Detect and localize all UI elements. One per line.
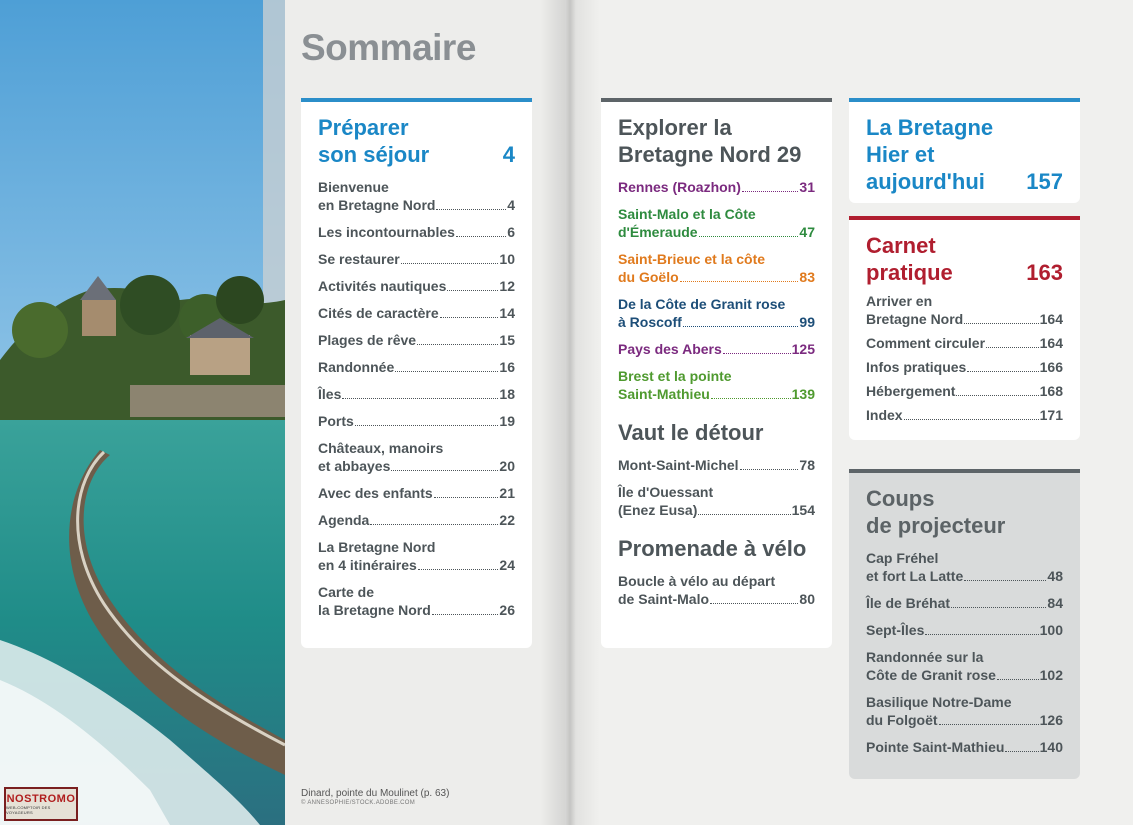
heading-line: Bretagne Nord [618, 142, 771, 167]
toc-entry-title: Avec des enfants [318, 485, 433, 501]
toc-page-number: 78 [799, 457, 815, 473]
toc-entry-row [318, 385, 515, 403]
dot-leader [1005, 751, 1038, 752]
toc-page-number: 31 [799, 179, 815, 195]
heading-line: La Bretagne [866, 115, 994, 140]
toc-page-number: 18 [499, 386, 515, 402]
toc-page-number: 84 [1047, 595, 1063, 611]
toc-page-number: 10 [499, 251, 515, 267]
toc-entry[interactable] [866, 693, 1063, 729]
toc-entry-title: Îles [318, 386, 342, 402]
toc-entry-title: la Bretagne Nord [318, 602, 431, 618]
toc-entry-row [318, 601, 515, 619]
toc-entry-title: Pays des Abers [618, 341, 722, 357]
toc-entry-row [866, 594, 1063, 612]
toc-entry[interactable] [318, 223, 515, 241]
cover-photo [0, 0, 285, 825]
dot-leader [925, 634, 1038, 635]
toc-entry-row [318, 196, 515, 214]
toc-entry-title: Cités de caractère [318, 305, 439, 321]
toc-entry-title: (Enez Eusa) [618, 502, 698, 518]
toc-entry-row [618, 590, 815, 608]
photo-caption: Dinard, pointe du Moulinet (p. 63) [301, 788, 450, 799]
toc-page-number: 171 [1039, 407, 1063, 423]
page-title: Sommaire [301, 27, 476, 68]
toc-entry-title: Index [866, 407, 903, 423]
dot-leader [418, 569, 499, 570]
toc-entry[interactable] [866, 382, 1063, 400]
toc-entry-title-line: Brest et la pointe [618, 368, 732, 384]
heading-line: Hier et [866, 142, 935, 167]
toc-entry-row [618, 313, 815, 331]
dot-leader [711, 398, 791, 399]
toc-entry[interactable] [318, 277, 515, 295]
section-explorer [601, 98, 832, 648]
dot-leader [370, 524, 498, 525]
dot-leader [951, 607, 1046, 608]
toc-page-number: 19 [499, 413, 515, 429]
toc-entry[interactable] [318, 511, 515, 529]
toc-entry-title: Se restaurer [318, 251, 400, 267]
toc-page-number: 22 [499, 512, 515, 528]
toc-entry[interactable] [618, 340, 815, 358]
toc-page-number: 164 [1039, 311, 1063, 327]
toc-entry[interactable] [866, 738, 1063, 756]
toc-entry-row [318, 304, 515, 322]
section-page-number: 29 [776, 142, 802, 167]
dot-leader [342, 398, 498, 399]
toc-entry-row [866, 567, 1063, 585]
toc-page-number: 168 [1039, 383, 1063, 399]
toc-page-number: 26 [499, 602, 515, 618]
heading-line: aujourd'hui [866, 169, 985, 194]
toc-entry-row [318, 223, 515, 241]
toc-entry-title: d'Émeraude [618, 224, 698, 240]
dot-leader [939, 724, 1039, 725]
section-page-number: 4 [502, 142, 515, 167]
toc-entry-row [866, 310, 1063, 328]
toc-entry-title-line: Cap Fréhel [866, 550, 939, 566]
dot-leader [440, 317, 499, 318]
dot-leader [434, 497, 499, 498]
logo-tagline: WEB-COMPTOIR DES VOYAGEURS [6, 805, 51, 815]
dot-leader [355, 425, 499, 426]
toc-entry-title: Les incontournables [318, 224, 455, 240]
section-preparer [301, 98, 532, 648]
toc-entry-title: Rennes (Roazhon) [618, 179, 741, 195]
dot-leader [683, 326, 799, 327]
toc-page-number: 100 [1039, 622, 1063, 638]
toc-entry[interactable] [866, 358, 1063, 376]
dot-leader [967, 371, 1038, 372]
toc-entry[interactable] [866, 594, 1063, 612]
toc-entry-title: du Folgoët [866, 712, 938, 728]
toc-entry[interactable] [618, 205, 815, 241]
toc-page-number: 139 [791, 386, 815, 402]
toc-entry-title: de Saint-Malo [618, 591, 710, 607]
dot-leader [680, 281, 799, 282]
toc-entry-title: à Roscoff [618, 314, 682, 330]
toc-entry-title-line: Arriver en [866, 293, 933, 309]
toc-entry[interactable] [618, 178, 815, 196]
section-carnet [849, 216, 1080, 440]
toc-entry-title: Saint-Mathieu [618, 386, 710, 402]
toc-entry-row [866, 621, 1063, 639]
toc-entry[interactable] [318, 484, 515, 502]
dot-leader [432, 614, 499, 615]
toc-entry[interactable] [618, 572, 815, 608]
subsection-heading: Promenade à vélo [618, 536, 807, 561]
toc-entry-title-line: Châteaux, manoirs [318, 440, 444, 456]
toc-page-number: 166 [1039, 359, 1063, 375]
heading-line: Carnet [866, 233, 936, 258]
toc-entry-row [866, 738, 1063, 756]
toc-entry-title: et fort La Latte [866, 568, 964, 584]
toc-page-number: 21 [499, 485, 515, 501]
toc-entry-title: Comment circuler [866, 335, 986, 351]
section-page-number: 157 [1026, 169, 1063, 194]
heading-line: son séjour [318, 142, 430, 167]
toc-entry[interactable] [866, 406, 1063, 424]
toc-entry[interactable] [318, 358, 515, 376]
toc-entry-title: Agenda [318, 512, 370, 528]
toc-entry-title: Ports [318, 413, 354, 429]
toc-entry-title: Île de Bréhat [866, 595, 951, 611]
toc-entry[interactable] [318, 412, 515, 430]
dot-leader [395, 371, 498, 372]
toc-entry-title-line: Boucle à vélo au départ [618, 573, 776, 589]
toc-entry-row [318, 556, 515, 574]
toc-entry-row [866, 666, 1063, 684]
dot-leader [698, 514, 790, 515]
toc-page-number: 47 [799, 224, 815, 240]
dot-leader [904, 419, 1039, 420]
toc-entry-title-line: Bienvenue [318, 179, 389, 195]
dot-leader [964, 323, 1038, 324]
toc-entry-title-line: De la Côte de Granit rose [618, 296, 786, 312]
toc-page-number: 99 [799, 314, 815, 330]
heading-line: de projecteur [866, 513, 1006, 538]
toc-entry[interactable] [318, 178, 515, 214]
dot-leader [447, 290, 498, 291]
toc-entry[interactable] [318, 250, 515, 268]
toc-entry-row [618, 223, 815, 241]
dot-leader [699, 236, 799, 237]
toc-page-number: 83 [799, 269, 815, 285]
dot-leader [964, 580, 1046, 581]
toc-entry-title-line: Saint-Brieuc et la côte [618, 251, 766, 267]
toc-page-number: 24 [499, 557, 515, 573]
toc-entry-row [618, 501, 815, 519]
toc-page-number: 14 [499, 305, 515, 321]
toc-entry-title-line: Randonnée sur la [866, 649, 984, 665]
toc-page-number: 12 [499, 278, 515, 294]
toc-entry-row [618, 340, 815, 358]
section-heading [318, 114, 515, 168]
toc-entry[interactable] [866, 648, 1063, 684]
logo-name: NOSTROMO [6, 793, 76, 805]
section-hier [849, 98, 1080, 203]
toc-entry-row [866, 711, 1063, 729]
toc-entry-row [866, 406, 1063, 424]
toc-entry-title: Bretagne Nord [866, 311, 964, 327]
dot-leader [710, 603, 798, 604]
toc-entry[interactable] [866, 292, 1063, 328]
subsection-heading: Vaut le détour [618, 420, 764, 445]
heading-line: Explorer la [618, 115, 732, 140]
toc-entry[interactable] [318, 583, 515, 619]
toc-entry-title-line: Carte de [318, 584, 375, 600]
toc-entry-title: Mont-Saint-Michel [618, 457, 739, 473]
toc-entry-title: Hébergement [866, 383, 956, 399]
dot-leader [417, 344, 498, 345]
toc-entry-title: Sept-Îles [866, 622, 925, 638]
toc-page-number: 15 [499, 332, 515, 348]
toc-entry-title: et abbayes [318, 458, 391, 474]
toc-page-number: 125 [791, 341, 815, 357]
photo-credit: © ANNESOPHIE/STOCK.ADOBE.COM [301, 800, 416, 806]
toc-entry-title: du Goëlo [618, 269, 679, 285]
publisher-logo [4, 787, 78, 821]
heading-line: pratique [866, 260, 953, 285]
toc-entry-title: Côte de Granit rose [866, 667, 996, 683]
toc-entry[interactable] [866, 549, 1063, 585]
toc-entry-row [318, 457, 515, 475]
toc-entry[interactable] [618, 295, 815, 331]
toc-entry-row [866, 358, 1063, 376]
dot-leader [740, 469, 799, 470]
toc-entry-row [618, 268, 815, 286]
heading-line: Préparer [318, 115, 409, 140]
dot-leader [436, 209, 506, 210]
section-heading [618, 114, 815, 168]
toc-page-number: 80 [799, 591, 815, 607]
toc-page-number: 164 [1039, 335, 1063, 351]
toc-entry-title-line: Île d'Ouessant [618, 484, 714, 500]
toc-entry-title: Infos pratiques [866, 359, 967, 375]
section-heading [866, 232, 1063, 286]
toc-entry-row [318, 511, 515, 529]
dot-leader [742, 191, 799, 192]
section-page-number: 163 [1026, 260, 1063, 285]
toc-entry[interactable] [618, 483, 815, 519]
toc-entry-title: Plages de rêve [318, 332, 417, 348]
toc-entry-row [318, 412, 515, 430]
dot-leader [456, 236, 506, 237]
toc-page-number: 6 [507, 224, 515, 240]
toc-entry[interactable] [618, 456, 815, 474]
toc-entry[interactable] [618, 250, 815, 286]
toc-page-number: 154 [791, 502, 815, 518]
toc-entry-row [318, 277, 515, 295]
section-heading [866, 114, 1063, 195]
toc-entry-title: en 4 itinéraires [318, 557, 417, 573]
toc-entry[interactable] [866, 621, 1063, 639]
toc-page-number: 4 [507, 197, 515, 213]
section-coups [849, 469, 1080, 779]
dot-leader [956, 395, 1038, 396]
toc-entry-row [318, 484, 515, 502]
book-gutter [540, 0, 600, 825]
toc-entry[interactable] [318, 385, 515, 403]
toc-entry-row [866, 334, 1063, 352]
dot-leader [986, 347, 1039, 348]
toc-entry-row [318, 331, 515, 349]
toc-entry[interactable] [318, 538, 515, 574]
toc-page-number: 102 [1039, 667, 1063, 683]
toc-entry-title-line: La Bretagne Nord [318, 539, 436, 555]
toc-entry[interactable] [618, 367, 815, 403]
toc-entry-title: Activités nautiques [318, 278, 447, 294]
dot-leader [723, 353, 791, 354]
toc-entry-row [618, 456, 815, 474]
toc-page-number: 48 [1047, 568, 1063, 584]
toc-page-number: 126 [1039, 712, 1063, 728]
dot-leader [997, 679, 1039, 680]
toc-entry-row [318, 358, 515, 376]
toc-page-number: 16 [499, 359, 515, 375]
toc-entry-title: Pointe Saint-Mathieu [866, 739, 1005, 755]
toc-entry[interactable] [318, 439, 515, 475]
toc-entry-title: Randonnée [318, 359, 395, 375]
toc-page-number: 140 [1039, 739, 1063, 755]
toc-entry-row [618, 385, 815, 403]
heading-line: Coups [866, 486, 935, 511]
dot-leader [391, 470, 498, 471]
toc-page-number: 20 [499, 458, 515, 474]
dot-leader [401, 263, 499, 264]
toc-entry-title: en Bretagne Nord [318, 197, 436, 213]
toc-entry-title-line: Saint-Malo et la Côte [618, 206, 756, 222]
toc-entry-row [318, 250, 515, 268]
toc-entry-row [866, 382, 1063, 400]
toc-entry[interactable] [318, 304, 515, 322]
toc-entry[interactable] [866, 334, 1063, 352]
toc-entry-title-line: Basilique Notre-Dame [866, 694, 1012, 710]
toc-entry[interactable] [318, 331, 515, 349]
section-heading [866, 485, 1063, 539]
toc-entry-row [618, 178, 815, 196]
